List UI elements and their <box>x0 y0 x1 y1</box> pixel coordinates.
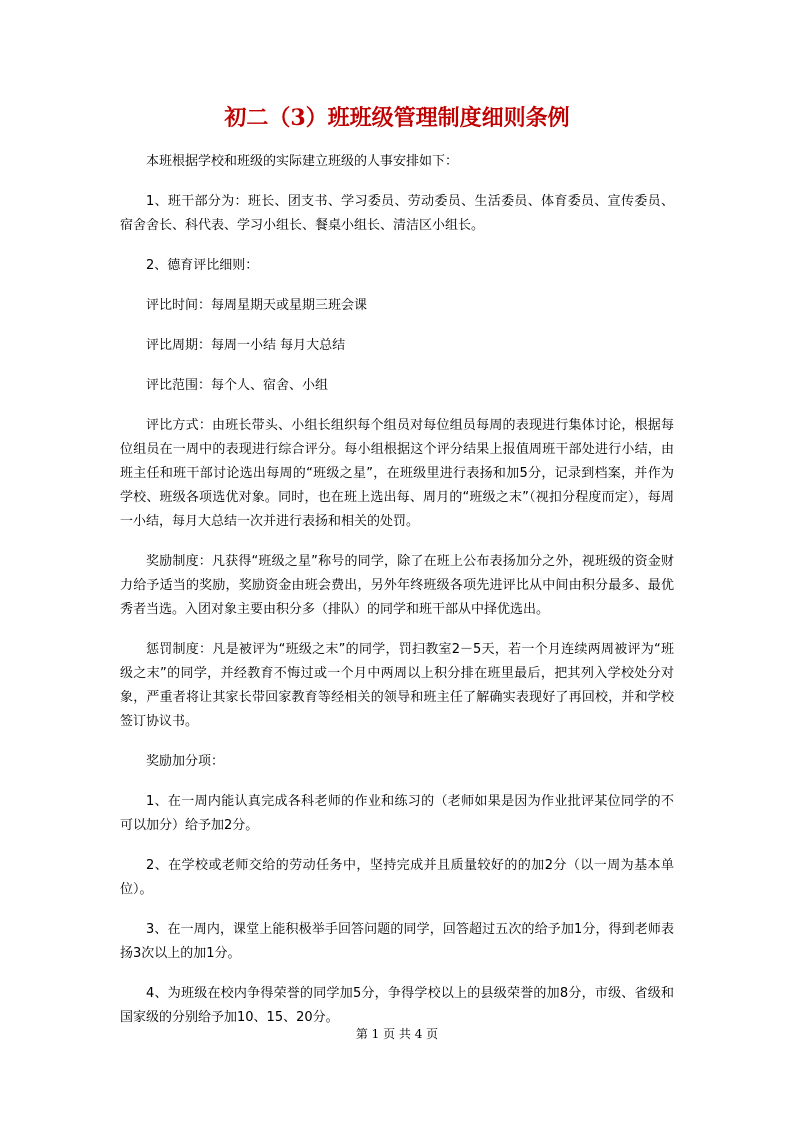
paragraph-reward-system: 奖励制度：凡获得“班级之星”称号的同学，除了在班上公布表扬加分之外，视班级的资金财力给予适当的奖励，奖励资金由班会费出，另外年终班级各项先进评比从中间由积分最多、最优秀者当选。入团对象主要由积分多（排队）的同学和班干部从中择优选出。 <box>120 554 674 617</box>
paragraph-evaluation-method: 评比方式：由班长带头、小组长组织每个组员对每位组员每周的表现进行集体讨论，根据每位组员在一周中的表现进行综合评分。每小组根据这个评分结果上报值周班干部处进行小结，由班主任和班干部讨论选出每周的“班级之星”，在班级里进行表扬和加5分，记录到档案，并作为学校、班级各项选优对象。同时，也在班上选出每、周月的“班级之末”（视扣分程度而定），每周一小结，每月大总结一次并进行表扬和相关的处罚。 <box>120 418 674 529</box>
document-body <box>120 150 674 1046</box>
paragraph-evaluation-time: 评比时间：每周星期天或星期三班会课 <box>146 298 368 313</box>
paragraph-bonus-heading: 奖励加分项： <box>146 754 225 769</box>
paragraph-evaluation-period: 评比周期：每周一小结 每月大总结 <box>146 338 346 353</box>
paragraph-bonus-item-1: 1、在一周内能认真完成各科老师的作业和练习的（老师如果是因为作业批评某位同学的不可以加分）给予加2分。 <box>120 794 674 833</box>
paragraph-cadre-roles: 1、班干部分为：班长、团支书、学习委员、劳动委员、生活委员、体育委员、宣传委员、宿舍舍长、科代表、学习小组长、餐桌小组长、清洁区小组长。 <box>120 194 674 233</box>
paragraph-bonus-item-4: 4、为班级在校内争得荣誉的同学加5分，争得学校以上的县级荣誉的加8分，市级、省级和国家级的分别给予加10、15、20分。 <box>120 986 674 1025</box>
document-title: 初二（3）班班级管理制度细则条例 <box>224 105 570 131</box>
paragraph-penalty-system: 惩罚制度：凡是被评为“班级之末”的同学，罚扫教室2－5天，若一个月连续两周被评为“班级之末”的同学，并经教育不悔过或一个月中两周以上积分排在班里最后，把其列入学校处分对象，严重者将让其家长带回家教育等经相关的领导和班主任了解确实表现好了再回校，并和学校签订协议书。 <box>120 642 674 729</box>
paragraph-evaluation-scope: 评比范围：每个人、宿舍、小组 <box>146 378 329 393</box>
paragraph-bonus-item-3: 3、在一周内，课堂上能积极举手回答问题的同学，回答超过五次的给予加1分，得到老师表扬3次以上的加1分。 <box>120 922 674 961</box>
paragraph-moral-rules-heading: 2、德育评比细则： <box>146 258 259 273</box>
paragraph-intro: 本班根据学校和班级的实际建立班级的人事安排如下： <box>146 154 459 169</box>
paragraph-bonus-item-2: 2、在学校或老师交给的劳动任务中，坚持完成并且质量较好的的加2分（以一周为基本单位）。 <box>120 858 674 897</box>
page-number-footer: 第 1 页 共 4 页 <box>355 1027 439 1041</box>
